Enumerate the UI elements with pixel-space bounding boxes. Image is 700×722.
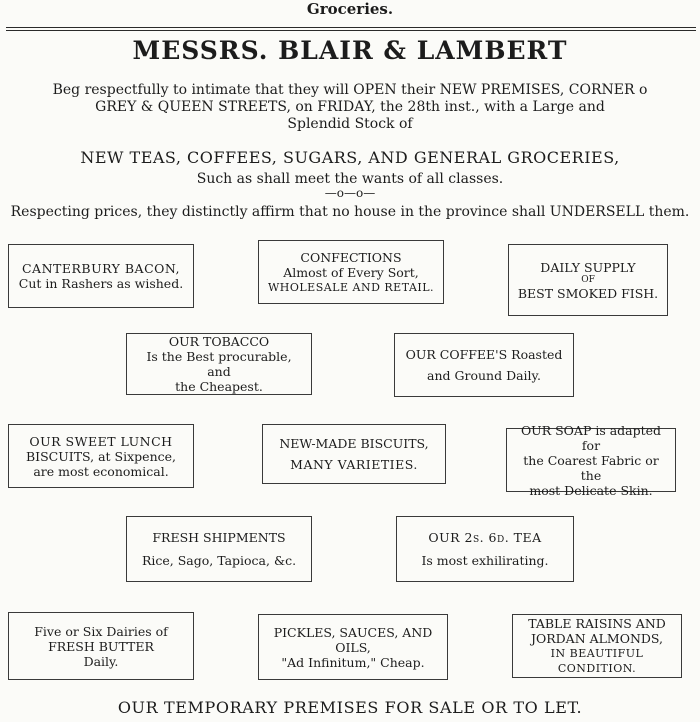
wants-line: Such as shall meet the wants of all classes. xyxy=(196,171,504,187)
box-line: Daily. xyxy=(83,653,119,669)
box-line: most Delicate Skin. xyxy=(529,482,653,498)
box-line: DAILY SUPPLY xyxy=(540,259,636,275)
box-line: Five or Six Dairies of xyxy=(34,623,168,639)
box-coffee xyxy=(394,333,574,397)
box-line: JORDAN ALMONDS, xyxy=(530,631,664,646)
box-line: Cut in Rashers as wished. xyxy=(18,276,184,291)
footer-line: OUR TEMPORARY PREMISES FOR SALE OR TO LET. xyxy=(117,698,583,717)
box-line: OUR COFFEE'S Roasted xyxy=(405,347,563,362)
box-line: IN BEAUTIFUL CONDITION. xyxy=(550,647,644,675)
box-line: Almost of Every Sort, xyxy=(283,264,419,280)
box-line: WHOLESALE AND RETAIL. xyxy=(267,280,435,294)
box-tea xyxy=(396,516,574,582)
intro-line-2: GREY & QUEEN STREETS, on FRIDAY, the 28th inst., with a Large and xyxy=(95,99,605,115)
box-pickles xyxy=(258,614,448,680)
box-line: NEW-MADE BISCUITS, xyxy=(279,436,429,451)
box-line: OUR SOAP is adapted for xyxy=(520,422,662,453)
box-shipments xyxy=(126,516,312,582)
section-heading: Groceries. xyxy=(306,0,394,18)
box-line: OILS, xyxy=(335,639,371,655)
box-line: BEST SMOKED FISH. xyxy=(517,285,659,301)
ad-title: MESSRS. BLAIR & LAMBERT xyxy=(132,36,568,65)
header-rule xyxy=(6,27,696,28)
box-line: TABLE RAISINS AND xyxy=(528,616,666,631)
box-line: "Ad Infinitum," Cheap. xyxy=(281,654,425,670)
box-line: Rice, Sago, Tapioca, &c. xyxy=(141,553,297,568)
intro-line-3: Splendid Stock of xyxy=(287,116,413,132)
box-line: OF xyxy=(581,274,595,285)
intro-text xyxy=(0,82,700,133)
box-butter xyxy=(8,612,194,680)
intro-line-1: Beg respectfully to intimate that they will OPEN their NEW PREMISES, CORNER o xyxy=(52,82,648,98)
box-raisins xyxy=(512,614,682,678)
stock-line: NEW TEAS, COFFEES, SUGARS, AND GENERAL GROCERIES, xyxy=(80,148,620,167)
box-sweet-lunch xyxy=(8,424,194,488)
box-canterbury-bacon xyxy=(8,244,194,308)
box-line: FRESH SHIPMENTS xyxy=(152,530,286,545)
box-line: Is most exhilirating. xyxy=(421,553,549,568)
box-line: and Ground Daily. xyxy=(427,368,541,383)
box-line: CONFECTIONS xyxy=(300,249,402,265)
box-line: FRESH BUTTER xyxy=(48,638,154,654)
box-line: OUR TOBACCO xyxy=(168,334,270,349)
box-line: PICKLES, SAUCES, AND xyxy=(273,624,433,640)
box-daily-supply xyxy=(508,244,668,316)
box-line: Is the Best procurable, and xyxy=(146,349,292,379)
box-confections xyxy=(258,240,444,304)
box-line: CANTERBURY BACON, xyxy=(21,261,180,276)
box-line: BISCUITS, at Sixpence, xyxy=(25,448,176,464)
box-line: OUR SWEET LUNCH xyxy=(29,433,173,449)
prices-line: Respecting prices, they distinctly affirm that no house in the province shall UNDERSELL them. xyxy=(10,204,690,220)
box-line: MANY VARIETIES. xyxy=(290,457,418,472)
ornament-divider: —o—o— xyxy=(324,186,376,200)
box-line: OUR 2s. 6d. TEA xyxy=(428,530,542,545)
box-biscuits xyxy=(262,424,446,484)
box-tobacco xyxy=(126,333,312,395)
box-line: the Coarest Fabric or the xyxy=(523,452,659,483)
header-rule-double xyxy=(6,30,696,31)
box-line: are most economical. xyxy=(33,463,169,479)
box-soap xyxy=(506,422,676,498)
box-line: the Cheapest. xyxy=(175,379,263,394)
